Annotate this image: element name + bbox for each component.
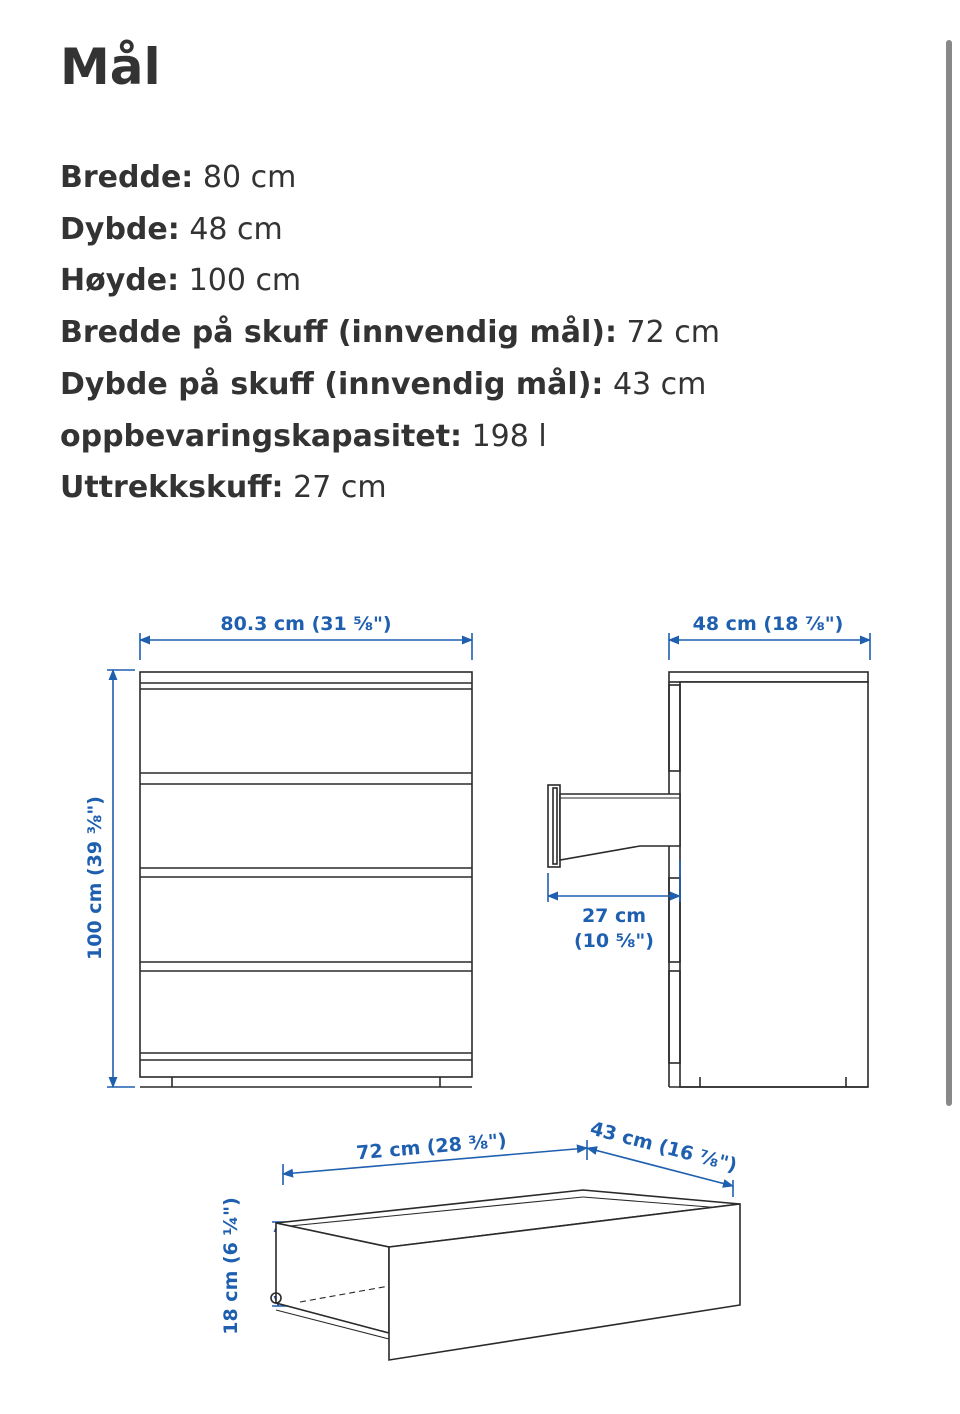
spec-row-drawer-depth xyxy=(60,359,720,411)
pulled-out-drawer xyxy=(548,785,680,867)
spec-row-storage-capacity xyxy=(60,411,720,463)
drawer-height-label: 18 cm (6 ¼") xyxy=(220,1197,242,1335)
side-depth-label: 48 cm (18 ⅞") xyxy=(692,613,844,635)
spec-label: Dybde på skuff (innvendig mål): xyxy=(60,366,604,402)
spec-label: Uttrekkskuff: xyxy=(60,470,284,506)
drawer-box xyxy=(271,1190,740,1360)
drawer-width-dimension xyxy=(283,1130,587,1185)
spec-row-width xyxy=(60,152,720,204)
page-title: Mål xyxy=(60,38,161,96)
dimension-spec-list xyxy=(60,152,720,514)
spec-label: Bredde: xyxy=(60,160,194,195)
spec-row-drawer-width xyxy=(60,307,720,359)
spec-value: 100 cm xyxy=(188,263,302,299)
front-width-label: 80.3 cm (31 ⅝") xyxy=(220,613,392,635)
side-depth-dimension xyxy=(669,613,870,660)
dimension-diagram xyxy=(0,560,960,1414)
spec-value: 48 cm xyxy=(189,211,283,247)
spec-value: 80 cm xyxy=(202,160,297,195)
pullout-cm-label: 27 cm xyxy=(581,905,647,927)
front-view-drawing xyxy=(84,613,472,1087)
front-height-label: 100 cm (39 ⅜") xyxy=(84,796,106,960)
spec-row-height xyxy=(60,255,720,307)
spec-value: 27 cm xyxy=(293,470,387,506)
drawer-isometric-drawing xyxy=(220,1118,740,1360)
spec-label: Bredde på skuff (innvendig mål): xyxy=(60,315,617,351)
spec-row-depth xyxy=(60,204,720,256)
front-width-dimension xyxy=(140,613,472,660)
pullout-inch-label: (10 ⅝") xyxy=(574,930,654,952)
spec-label: Høyde: xyxy=(60,263,180,299)
spec-value: 198 l xyxy=(471,418,547,454)
drawer-width-label: 72 cm (28 ⅜") xyxy=(355,1129,508,1165)
spec-value: 72 cm xyxy=(626,315,720,351)
drawer-depth-label: 43 cm (16 ⅞") xyxy=(587,1117,740,1177)
pullout-dimension xyxy=(548,860,680,952)
spec-label: Dybde: xyxy=(60,211,180,247)
spec-value: 43 cm xyxy=(612,366,707,402)
dresser-front xyxy=(140,672,472,1087)
front-height-dimension xyxy=(84,670,135,1087)
spec-row-pullout-drawer xyxy=(60,462,720,514)
dresser-side xyxy=(669,672,868,1087)
spec-label: oppbevaringskapasitet: xyxy=(60,418,463,454)
drawer-depth-dimension xyxy=(587,1118,739,1197)
side-view-drawing xyxy=(548,613,870,1087)
